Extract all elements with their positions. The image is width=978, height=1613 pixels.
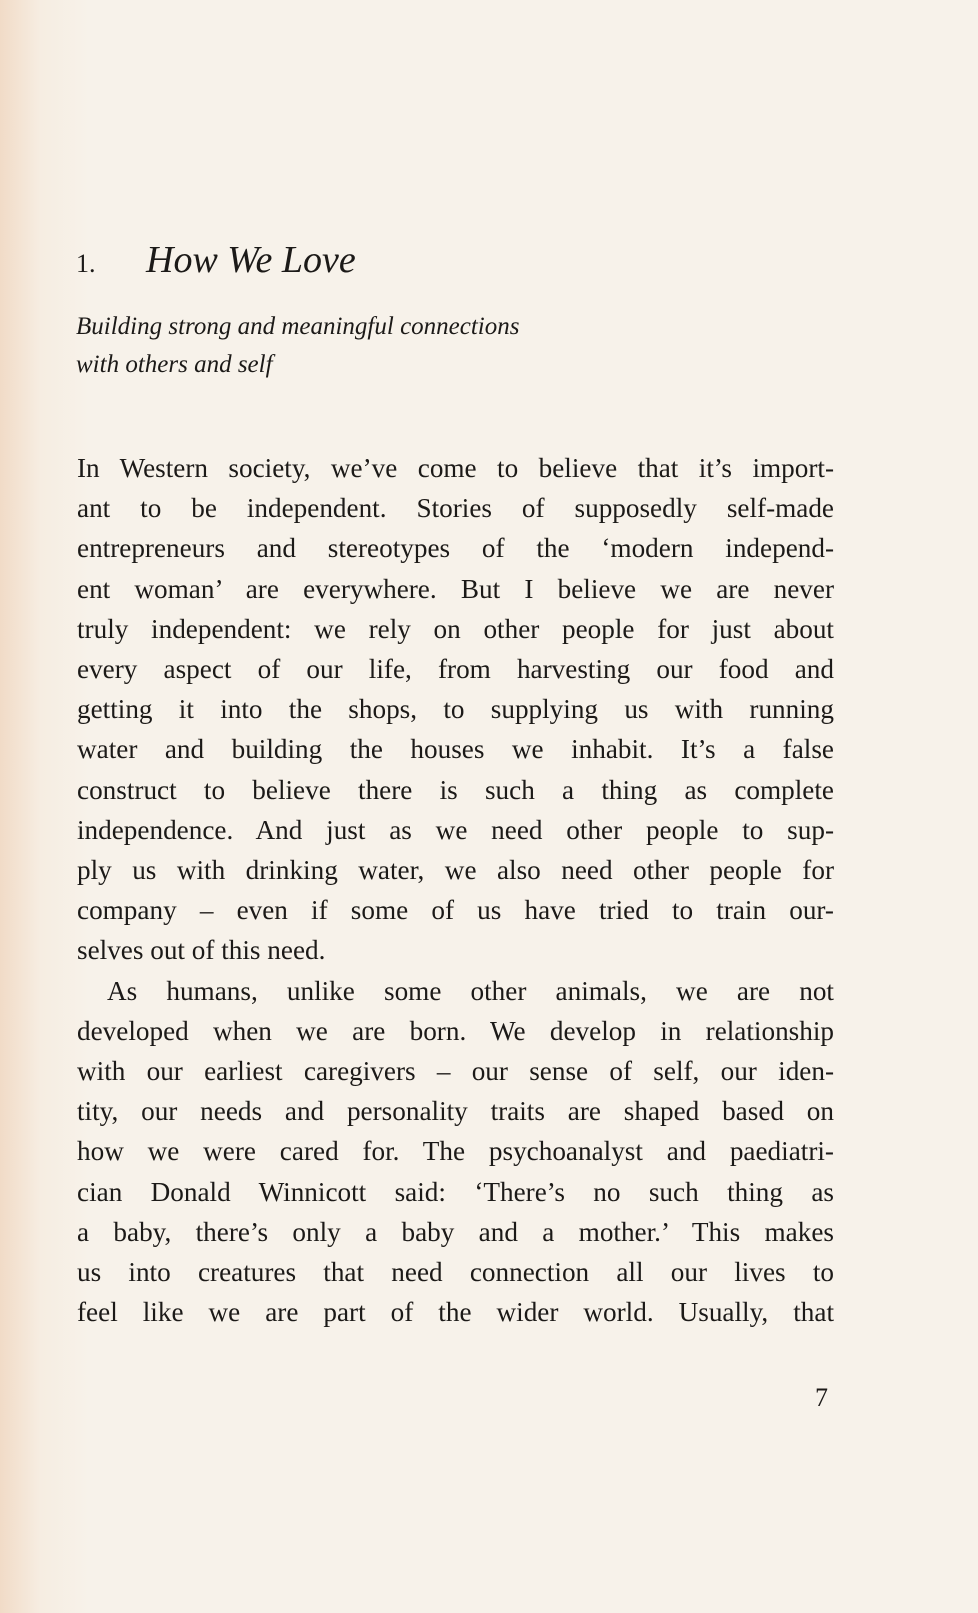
text-line: entrepreneurs and stereotypes of the ‘modern independ- bbox=[77, 533, 834, 564]
text-line: construct to believe there is such a thing as complete bbox=[77, 774, 834, 805]
subtitle-line: Building strong and meaningful connections bbox=[76, 313, 520, 340]
text-line: every aspect of our life, from harvesting our food and bbox=[77, 654, 834, 685]
text-line: tity, our needs and personality traits are shaped based on bbox=[77, 1096, 834, 1127]
text-line: independence. And just as we need other people to sup- bbox=[77, 814, 834, 845]
paragraph-1 bbox=[77, 448, 834, 971]
page-number: 7 bbox=[815, 1383, 828, 1412]
text-line: feel like we are part of the wider world. Usually, that bbox=[77, 1297, 834, 1328]
chapter-heading bbox=[76, 238, 356, 282]
chapter-subtitle bbox=[76, 308, 519, 384]
subtitle-line: with others and self bbox=[76, 351, 273, 378]
chapter-title: How We Love bbox=[146, 239, 356, 281]
body-text bbox=[77, 448, 834, 1332]
text-line: As humans, unlike some other animals, we are not bbox=[107, 975, 834, 1006]
chapter-number: 1. bbox=[76, 249, 96, 278]
text-line: getting it into the shops, to supplying us with running bbox=[77, 694, 834, 725]
text-line: company – even if some of us have tried to train our- bbox=[77, 895, 834, 926]
paragraph-2 bbox=[77, 971, 834, 1333]
text-line: us into creatures that need connection all our lives to bbox=[77, 1257, 834, 1288]
text-line: ant to be independent. Stories of supposedly self-made bbox=[77, 493, 834, 524]
text-line: how we were cared for. The psychoanalyst and paediatri- bbox=[77, 1136, 834, 1167]
text-line: with our earliest caregivers – our sense of self, our iden- bbox=[77, 1056, 834, 1087]
text-line: ent woman’ are everywhere. But I believe we are never bbox=[77, 573, 834, 604]
text-line: selves out of this need. bbox=[77, 935, 326, 966]
text-line: truly independent: we rely on other people for just about bbox=[77, 613, 834, 644]
text-line: ply us with drinking water, we also need other people for bbox=[77, 855, 834, 886]
text-line: In Western society, we’ve come to believe that it’s import- bbox=[77, 453, 834, 483]
text-line: water and building the houses we inhabit. It’s a false bbox=[77, 734, 834, 765]
text-line: cian Donald Winnicott said: ‘There’s no such thing as bbox=[77, 1176, 834, 1207]
text-line: a baby, there’s only a baby and a mother.’ This makes bbox=[77, 1216, 834, 1247]
text-line: developed when we are born. We develop in relationship bbox=[77, 1015, 834, 1046]
